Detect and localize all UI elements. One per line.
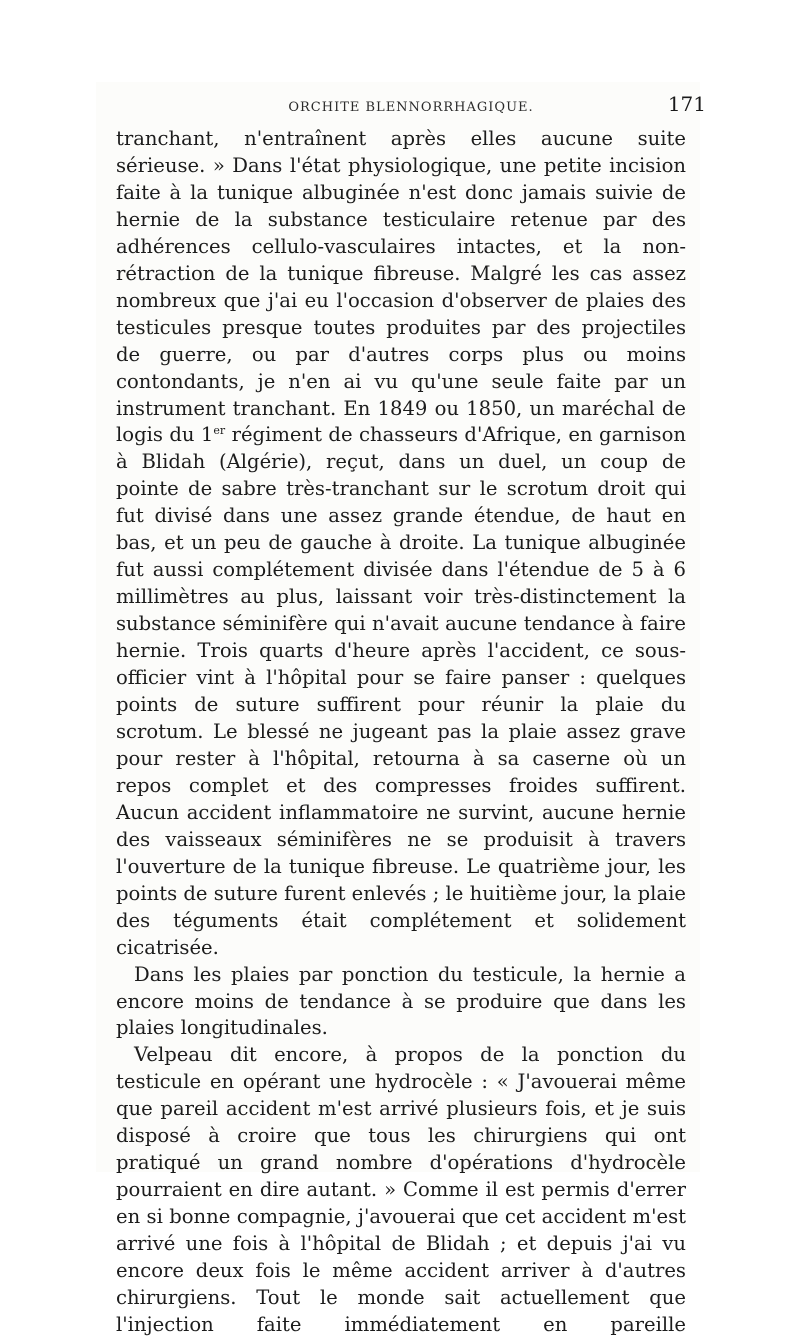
page-header <box>116 82 706 122</box>
running-title: ORCHITE BLENNORRHAGIQUE. <box>288 100 534 115</box>
ordinal-superscript: er <box>213 424 226 438</box>
book-page <box>96 82 706 1336</box>
paragraph: Velpeau dit encore, à propos de la ponction du testicule en opérant une hydrocèle : « J'avouerai même que pareil accident m'est arrivé plusieurs fois, et je suis disposé à croire que tous les chirurgiens qui ont pratiqué un grand nombre d'opérations d'hydrocèle pourraient en dire autant. » Comme il est permis d'errer en si bonne compagnie, j'avouerai que cet accident m'est arrivé une fois à l'hôpital de Blidah ; et depuis j'ai vu encore deux fois le même accident arriver à d'autres chirurgiens. Tout le monde sait actuellement que l'injection faite immédiatement en pareille <box>116 1043 686 1336</box>
paragraph-continued <box>116 126 686 962</box>
paragraph: Dans les plaies par ponction du testicule, la hernie a encore moins de tendance à se produire que dans les plaies longitudinales. <box>116 962 686 1040</box>
paragraph-text: régiment de chasseurs d'Afrique, en garnison à Blidah (Algérie), reçut, dans un duel, un coup de pointe de sabre très-tranchant sur le scrotum droit qui fut divisé dans une assez grande étendue, de haut en bas, et un peu de gauche à droite. La tunique albuginée fut aussi complétement divisée dans l'étendue de 5 à 6 millimètres au plus, laissant voir très-distinctement la substance séminifère qui n'avait aucune tendance à faire hernie. Trois quarts d'heure après l'accident, ce sous-officier vint à l'hôpital pour se faire panser : quelques points de suture suffirent pour réunir la plaie du scrotum. Le blessé ne jugeant pas la plaie assez grave pour rester à l'hôpital, retourna à sa caserne où un repos complet et des compresses froides suffirent. Aucun accident inflammatoire ne survint, aucune hernie des vaisseaux séminifères ne se produisit à travers l'ouverture de la tunique fibreuse. Le quatrième jour, les points de suture furent enlevés ; le huitième jour, la plaie des téguments était complétement et solidement cicatrisée. <box>116 423 686 959</box>
page-number: 171 <box>667 92 706 116</box>
paragraph-text: tranchant, n'entraînent après elles aucune suite sérieuse. » Dans l'état physiologique, une petite incision faite à la tunique albuginée n'est donc jamais suivie de hernie de la substance testiculaire retenue par des adhérences cellulo-vasculaires intactes, et la non-rétraction de la tunique fibreuse. Malgré les cas assez nombreux que j'ai eu l'occasion d'observer de plaies des testicules presque toutes produites par des projectiles de guerre, ou par d'autres corps plus ou moins contondants, je n'en ai vu qu'une seule faite par un instrument tranchant. En 1849 ou 1850, un maréchal de logis du 1 <box>116 127 686 447</box>
body-text <box>116 126 686 1339</box>
